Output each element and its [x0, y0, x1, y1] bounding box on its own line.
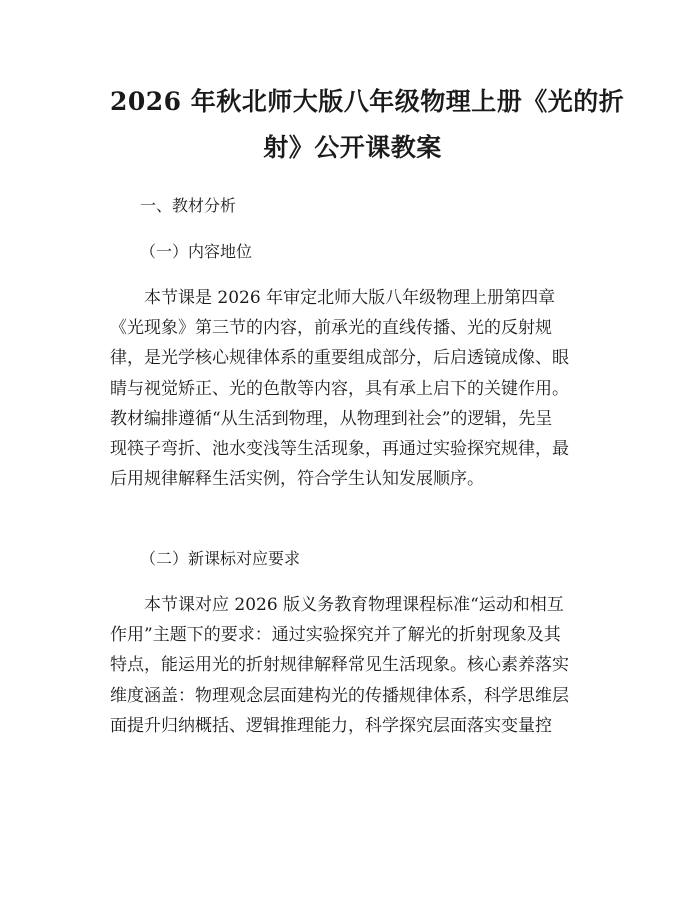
paragraph-line: 本节课是 2026 年审定北师大版八年级物理上册第四章 [110, 288, 556, 308]
paragraph-content-position [110, 283, 595, 494]
paragraph-line: 现筷子弯折、池水变浅等生活现象，再通过实验探究规律，最 [110, 439, 569, 460]
subsection-heading-content-position: （一）内容地位 [140, 242, 253, 261]
paragraph-curriculum-requirements [110, 590, 595, 741]
title-line-2: 射》公开课教案 [263, 133, 442, 162]
paragraph-line: 后用规律解释生活实例，符合学生认知发展顺序。 [110, 469, 484, 490]
paragraph-line: 律，是光学核心规律体系的重要组成部分，后启透镜成像、眼 [110, 348, 569, 369]
section-heading-textbook-analysis: 一、教材分析 [140, 196, 237, 215]
paragraph-line: 《光现象》第三节的内容，前承光的直线传播、光的反射规 [110, 318, 552, 339]
paragraph-line: 特点，能运用光的折射规律解释常见生活现象。核心素养落实 [110, 655, 569, 676]
paragraph-line: 本节课对应 2026 版义务教育物理课程标准“运动和相互 [110, 595, 564, 615]
title-line-1: 2026 年秋北师大版八年级物理上册《光的折 [110, 87, 625, 116]
paragraph-line: 教材编排遵循“从生活到物理，从物理到社会”的逻辑，先呈 [110, 408, 553, 429]
paragraph-line: 睛与视觉矫正、光的色散等内容，具有承上启下的关键作用。 [110, 378, 569, 399]
paragraph-line: 作用”主题下的要求：通过实验探究并了解光的折射现象及其 [110, 625, 561, 646]
paragraph-line: 维度涵盖：物理观念层面建构光的传播规律体系，科学思维层 [110, 685, 569, 706]
subsection-heading-curriculum-requirements: （二）新课标对应要求 [140, 549, 301, 568]
paragraph-line: 面提升归纳概括、逻辑推理能力，科学探究层面落实变量控 [110, 715, 552, 736]
